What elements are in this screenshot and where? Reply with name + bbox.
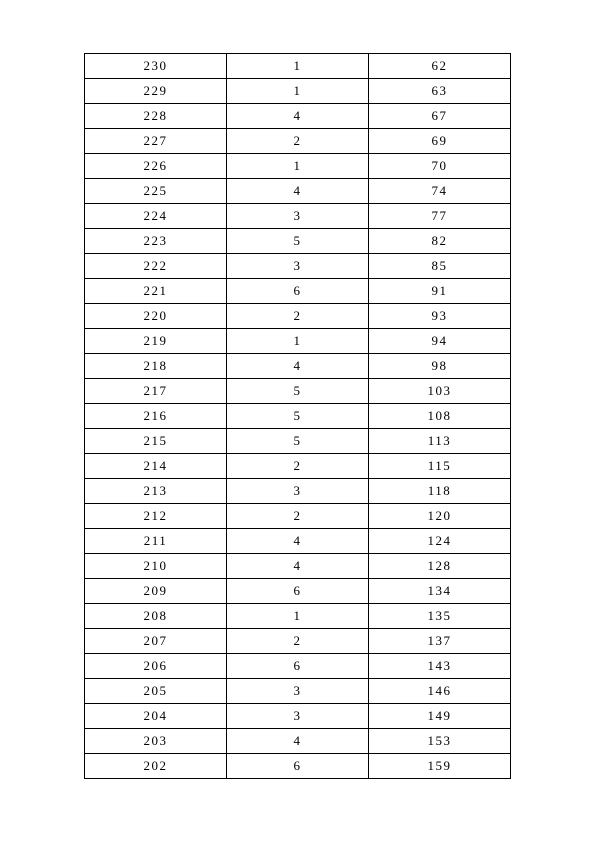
table-cell: 210 xyxy=(85,554,227,579)
table-row xyxy=(85,579,511,604)
table-cell: 69 xyxy=(369,129,511,154)
table-row xyxy=(85,604,511,629)
table-cell: 128 xyxy=(369,554,511,579)
table-cell: 2 xyxy=(227,629,369,654)
table-row xyxy=(85,729,511,754)
table-cell: 205 xyxy=(85,679,227,704)
table-cell: 4 xyxy=(227,554,369,579)
table-cell: 3 xyxy=(227,204,369,229)
table-row xyxy=(85,479,511,504)
table-cell: 85 xyxy=(369,254,511,279)
table-row xyxy=(85,79,511,104)
table-cell: 94 xyxy=(369,329,511,354)
table-cell: 67 xyxy=(369,104,511,129)
table-cell: 91 xyxy=(369,279,511,304)
table-cell: 226 xyxy=(85,154,227,179)
table-cell: 214 xyxy=(85,454,227,479)
table-row xyxy=(85,204,511,229)
table-row xyxy=(85,454,511,479)
table-cell: 5 xyxy=(227,404,369,429)
table-body xyxy=(85,54,511,779)
table-cell: 5 xyxy=(227,229,369,254)
table-cell: 202 xyxy=(85,754,227,779)
table-row xyxy=(85,754,511,779)
table-cell: 103 xyxy=(369,379,511,404)
table-cell: 146 xyxy=(369,679,511,704)
table-cell: 135 xyxy=(369,604,511,629)
table-row xyxy=(85,654,511,679)
table-cell: 3 xyxy=(227,704,369,729)
table-cell: 219 xyxy=(85,329,227,354)
table-row xyxy=(85,504,511,529)
table-cell: 134 xyxy=(369,579,511,604)
table-cell: 82 xyxy=(369,229,511,254)
table-cell: 5 xyxy=(227,429,369,454)
table-row xyxy=(85,179,511,204)
table-cell: 118 xyxy=(369,479,511,504)
table-cell: 62 xyxy=(369,54,511,79)
table-cell: 149 xyxy=(369,704,511,729)
table-cell: 206 xyxy=(85,654,227,679)
table-cell: 209 xyxy=(85,579,227,604)
table-cell: 229 xyxy=(85,79,227,104)
table-cell: 74 xyxy=(369,179,511,204)
table-cell: 221 xyxy=(85,279,227,304)
table-row xyxy=(85,429,511,454)
table-row xyxy=(85,529,511,554)
table-row xyxy=(85,704,511,729)
table-cell: 3 xyxy=(227,479,369,504)
table-cell: 211 xyxy=(85,529,227,554)
table-row xyxy=(85,379,511,404)
table-cell: 225 xyxy=(85,179,227,204)
table-cell: 93 xyxy=(369,304,511,329)
table-cell: 228 xyxy=(85,104,227,129)
table-cell: 143 xyxy=(369,654,511,679)
table-cell: 120 xyxy=(369,504,511,529)
table-cell: 77 xyxy=(369,204,511,229)
table-row xyxy=(85,154,511,179)
table-cell: 3 xyxy=(227,679,369,704)
table-cell: 2 xyxy=(227,504,369,529)
table-row xyxy=(85,329,511,354)
table-cell: 1 xyxy=(227,604,369,629)
table-cell: 6 xyxy=(227,279,369,304)
table-cell: 224 xyxy=(85,204,227,229)
table-cell: 227 xyxy=(85,129,227,154)
table-cell: 4 xyxy=(227,529,369,554)
table-row xyxy=(85,679,511,704)
table-row xyxy=(85,254,511,279)
data-table xyxy=(84,53,511,779)
table-cell: 98 xyxy=(369,354,511,379)
table-cell: 223 xyxy=(85,229,227,254)
table-cell: 216 xyxy=(85,404,227,429)
table-row xyxy=(85,229,511,254)
table-cell: 6 xyxy=(227,654,369,679)
table-cell: 153 xyxy=(369,729,511,754)
table-cell: 159 xyxy=(369,754,511,779)
table-cell: 115 xyxy=(369,454,511,479)
table-cell: 3 xyxy=(227,254,369,279)
table-cell: 222 xyxy=(85,254,227,279)
table-cell: 108 xyxy=(369,404,511,429)
table-cell: 212 xyxy=(85,504,227,529)
table-cell: 113 xyxy=(369,429,511,454)
table-row xyxy=(85,54,511,79)
table-cell: 213 xyxy=(85,479,227,504)
table-row xyxy=(85,554,511,579)
table-row xyxy=(85,629,511,654)
table-cell: 1 xyxy=(227,154,369,179)
table-cell: 70 xyxy=(369,154,511,179)
table-cell: 217 xyxy=(85,379,227,404)
table-cell: 1 xyxy=(227,79,369,104)
table-cell: 1 xyxy=(227,329,369,354)
table-cell: 218 xyxy=(85,354,227,379)
table-cell: 215 xyxy=(85,429,227,454)
table-cell: 6 xyxy=(227,579,369,604)
table-cell: 5 xyxy=(227,379,369,404)
table-cell: 208 xyxy=(85,604,227,629)
table-cell: 1 xyxy=(227,54,369,79)
table-cell: 4 xyxy=(227,104,369,129)
table-cell: 4 xyxy=(227,729,369,754)
table-cell: 4 xyxy=(227,179,369,204)
table-cell: 220 xyxy=(85,304,227,329)
table-cell: 6 xyxy=(227,754,369,779)
table-row xyxy=(85,279,511,304)
table-cell: 4 xyxy=(227,354,369,379)
table-cell: 2 xyxy=(227,129,369,154)
table-row xyxy=(85,404,511,429)
table-row xyxy=(85,354,511,379)
table-cell: 124 xyxy=(369,529,511,554)
table-cell: 2 xyxy=(227,454,369,479)
table-cell: 2 xyxy=(227,304,369,329)
table-cell: 204 xyxy=(85,704,227,729)
table-row xyxy=(85,104,511,129)
table-cell: 137 xyxy=(369,629,511,654)
table-cell: 63 xyxy=(369,79,511,104)
table-row xyxy=(85,304,511,329)
table-cell: 203 xyxy=(85,729,227,754)
table-cell: 207 xyxy=(85,629,227,654)
table-cell: 230 xyxy=(85,54,227,79)
table-row xyxy=(85,129,511,154)
